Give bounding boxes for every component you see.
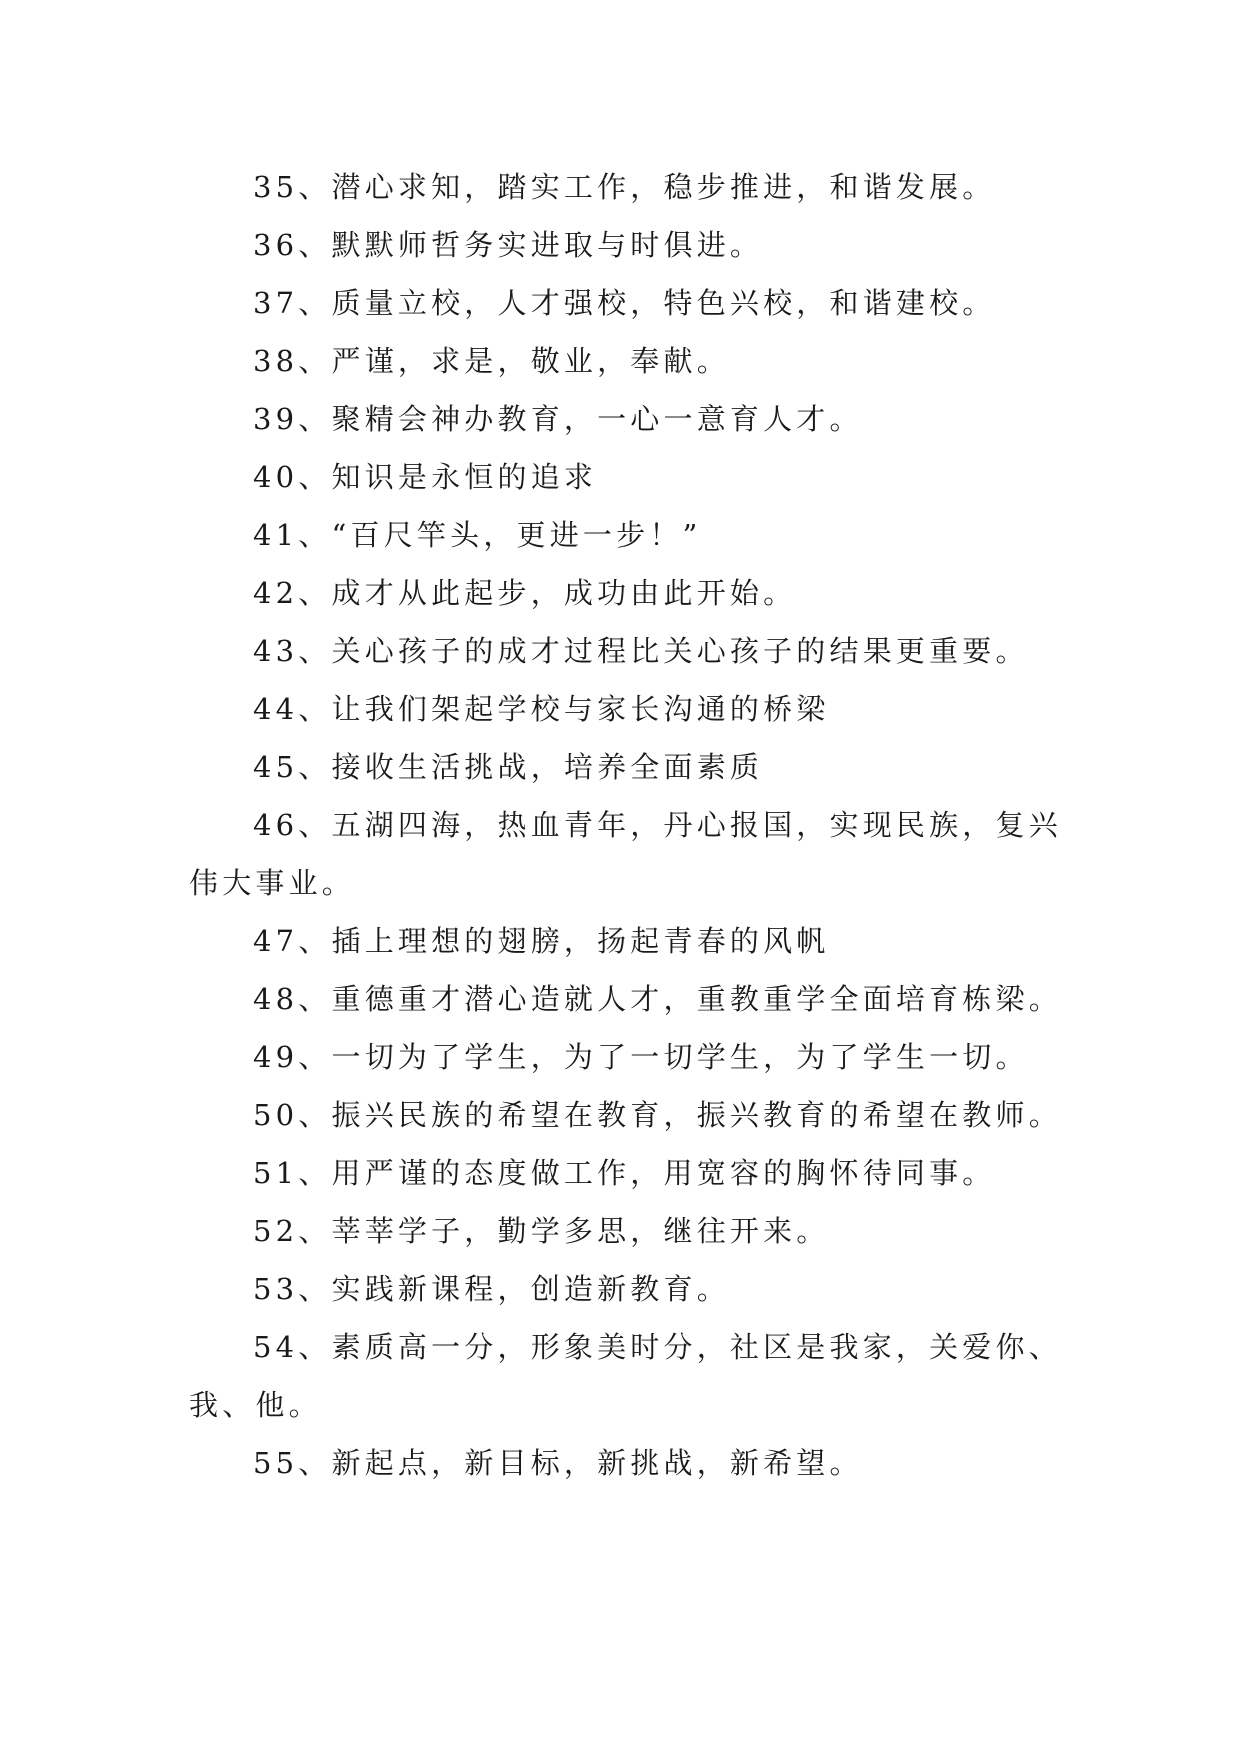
slogan-53: 53、实践新课程，创造新教育。 (253, 1272, 730, 1306)
slogan-49: 49、一切为了学生，为了一切学生，为了学生一切。 (253, 1040, 1029, 1074)
slogan-42: 42、成才从此起步，成功由此开始。 (253, 576, 797, 610)
slogan-45: 45、接收生活挑战，培养全面素质 (253, 750, 764, 784)
slogan-55: 55、新起点，新目标，新挑战，新希望。 (253, 1446, 863, 1480)
slogan-35: 35、潜心求知，踏实工作，稳步推进，和谐发展。 (253, 170, 996, 204)
slogan-46: 46、五湖四海，热血青年，丹心报国，实现民族，复兴伟大事业。 (189, 808, 1062, 900)
slogan-40: 40、知识是永恒的追求 (253, 460, 598, 494)
slogan-50: 50、振兴民族的希望在教育，振兴教育的希望在教师。 (253, 1098, 1062, 1132)
slogan-36: 36、默默师哲务实进取与时俱进。 (253, 228, 764, 262)
slogan-43: 43、关心孩子的成才过程比关心孩子的结果更重要。 (253, 634, 1029, 668)
slogan-37: 37、质量立校，人才强校，特色兴校，和谐建校。 (253, 286, 996, 320)
slogan-39: 39、聚精会神办教育，一心一意育人才。 (253, 402, 863, 436)
slogan-44: 44、让我们架起学校与家长沟通的桥梁 (253, 692, 830, 726)
slogan-54: 54、素质高一分，形象美时分，社区是我家，关爱你、我、他。 (189, 1330, 1062, 1422)
slogan-52: 52、莘莘学子，勤学多思，继往开来。 (253, 1214, 830, 1248)
slogan-48: 48、重德重才潜心造就人才，重教重学全面培育栋梁。 (253, 982, 1062, 1016)
slogan-41: 41、“百尺竿头，更进一步！” (253, 518, 702, 552)
slogan-38: 38、严谨，求是，敬业，奉献。 (253, 344, 730, 378)
slogan-list (189, 158, 1089, 1492)
slogan-47: 47、插上理想的翅膀，扬起青春的风帆 (253, 924, 830, 958)
slogan-51: 51、用严谨的态度做工作，用宽容的胸怀待同事。 (253, 1156, 996, 1190)
